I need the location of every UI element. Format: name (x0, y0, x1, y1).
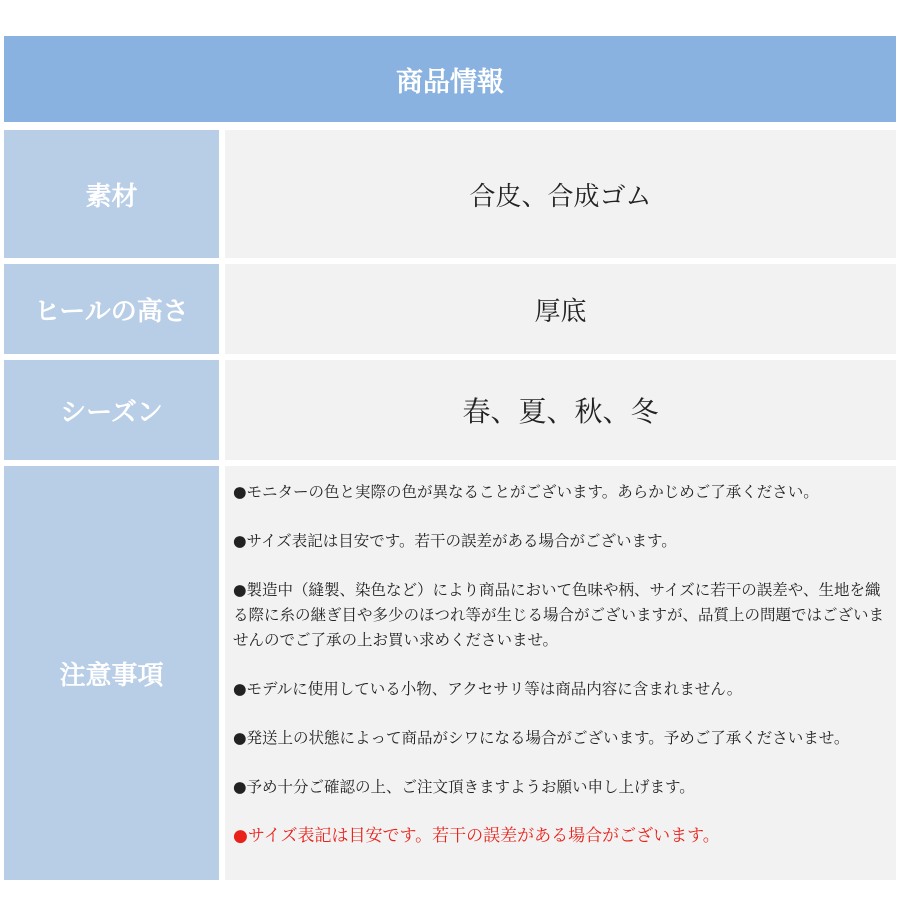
note-item: ●製造中（縫製、染色など）により商品において色味や柄、サイズに若干の誤差や、生地を織る際に糸の継ぎ目や多少のほつれ等が生じる場合がございますが、品質上の問題ではございませんのでご了承の上お買い求めくださいませ。 (233, 581, 885, 649)
row-value: 合皮、合成ゴム (225, 130, 896, 258)
table-row-material (4, 130, 896, 258)
row-label: シーズン (4, 360, 219, 460)
note-item: ●モニターの色と実際の色が異なることがございます。あらかじめご了承ください。 (233, 483, 819, 501)
notes-list (225, 466, 896, 880)
table-row-notes (4, 466, 896, 880)
note-item: ●モデルに使用している小物、アクセサリ等は商品内容に含まれません。 (233, 680, 743, 698)
row-label: 注意事項 (4, 466, 219, 880)
row-label: ヒールの高さ (4, 264, 219, 354)
note-item: ●発送上の状態によって商品がシワになる場合がございます。予めご了承くださいませ。 (233, 729, 850, 747)
table-title: 商品情報 (4, 36, 896, 122)
row-value: 厚底 (225, 264, 896, 354)
note-item: ●予め十分ご確認の上、ご注文頂きますようお願い申し上げます。 (233, 778, 695, 796)
note-item: ●サイズ表記は目安です。若干の誤差がある場合がございます。 (233, 532, 677, 550)
row-label: 素材 (4, 130, 219, 258)
table-row-season (4, 360, 896, 460)
row-value: 春、夏、秋、冬 (225, 360, 896, 460)
note-highlight: ●サイズ表記は目安です。若干の誤差がある場合がございます。 (233, 826, 720, 846)
table-row-heel-height (4, 264, 896, 354)
